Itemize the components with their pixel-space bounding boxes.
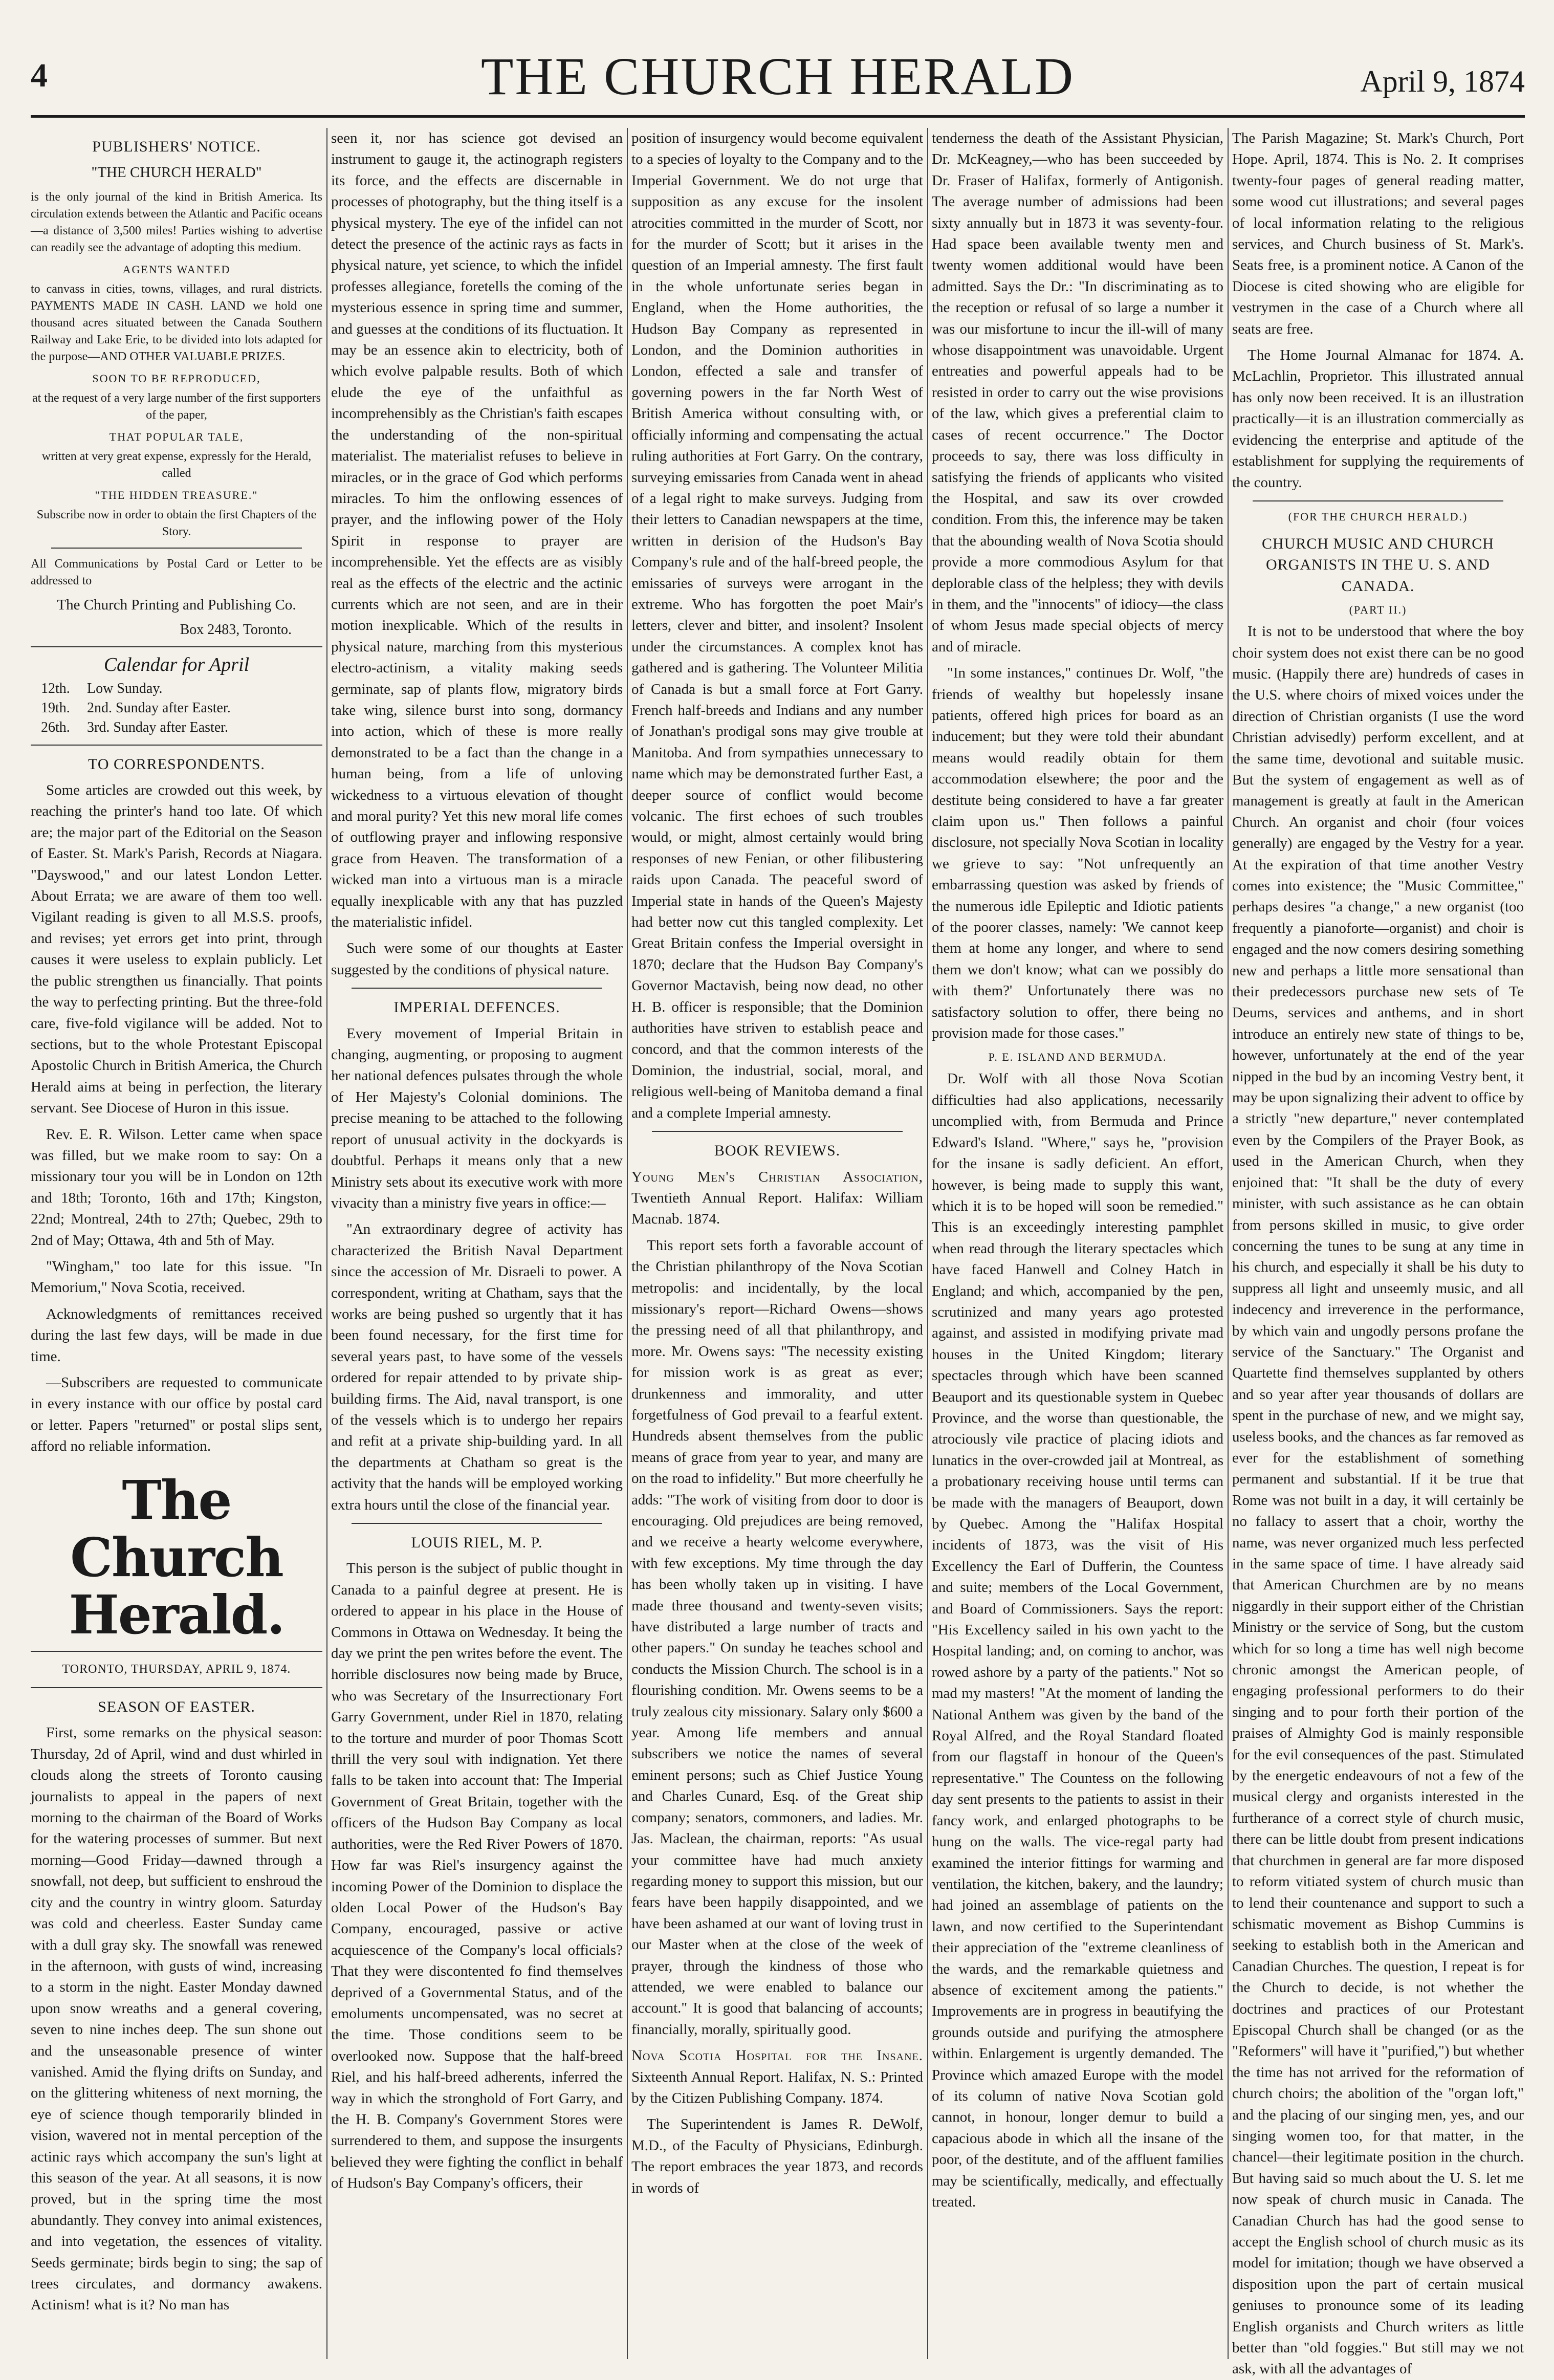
- masthead-rule: [31, 115, 1525, 118]
- masthead: [31, 20, 1525, 113]
- column-rule: [927, 128, 928, 2359]
- soon-reproduced: SOON TO BE REPRODUCED,: [92, 372, 261, 385]
- correspondents-paragraph: Some articles are crowded out this week, by reaching the printer's hand too late. Of which are; the major part of the Editorial on the Season of Easter. St. Mark's Parish, Records at Niagara. "Dayswood," and our latest London Letter. About Errata; we are aware of them too well. Vigilant reading is given to all M.S.S. proofs, and revises; yet errors get into print, through causes it were useless to explain publicly. Let the public strengthen us financially. That points the way to perfecting printing. But the three-fold care, five-fold vigilance will be added. Not to sections, but to the whole Protestant Episcopal Apostolic Church in British America, the Church Herald aims at being in perfection, the literary servant. See Diocese of Huron in this issue.: [31, 782, 322, 1117]
- almanac-notice: The Home Journal Almanac for 1874. A. McLachlin, Proprietor. This illustrated annual has only now been received. It is an illustration practically—it is an illustration commercially as evidencing the enterprise and aptitude of the establishment for supplying the requirements of the country.: [1232, 347, 1524, 491]
- agents-wanted: AGENTS WANTED: [122, 263, 231, 276]
- correspondents-heading: TO CORRESPONDENTS.: [88, 755, 265, 773]
- for-the-herald: (FOR THE CHURCH HERALD.): [1288, 510, 1468, 523]
- defences-paragraph: Every movement of Imperial Britain in changing, augmenting, or proposing to augment her national defences pulsates through the whole of Her Majesty's Colonial dominions. The precise meaning to be attached to the following report of unusual activity in the dockyards is doubtful. Perhaps it means only that a new Ministry sets about its executive work with more vivacity than a ministry five years in office:—: [331, 1025, 623, 1211]
- popular-tale: THAT POPULAR TALE,: [109, 430, 244, 443]
- pei-paragraph: Dr. Wolf with all those Nova Scotian difficulties had also applications, necessarily uncomplied with, from Bermuda and Prince Edward's Island. "Where," says he, "provision for the insane is sadly deficient. An effort, however, is being made to supply this want, which it is to be hoped will soon be remedied." This is an exceedingly interesting pamphlet when read through the literary spectacles which have faced Hanwell and Colney Hatch in England; and which, accompanied by the pen, scrutinized and many years ago protested against, and assisted in modifying private mad houses in the United Kingdom; literary spectacles through which have been scanned Beauport and its questionable system in Quebec Province, and the worse than questionable, the atrociously vile practice of placing idiots and lunatics in the over-crowded jail at Montreal, as a probationary receiving house until terms can be made with the managers of Beauport, down by Quebec. Among the "Halifax Hospital incidents of 1873, was the visit of His Excellency the Earl of Dufferin, the Countess and suite; members of the Local Government, and Board of Commissioners. Says the report: "His Excellency sailed in his own yacht to the Hospital landing; and, on coming to anchor, was rowed ashore by a party of the patients." Not so mad my masters! "At the moment of landing the National Anthem was given by the band of the Royal Alfred, and the Royal Standard floated from our flagstaff in honour of the Queen's representative." The Countess on the following day sent presents to the patients to assist in their fancy work, and enlarged photographs to be hung on the walls. The vice-regal party had examined the interior fittings for warming and ventilation, the kitchen, bakery, and the laundry; had joined an assemblage of patients on the lawn, and now certified to the Superintendant their appreciation of the "extreme cleanliness of the wards, and the remarkable quietness and absence of excitement among the patients." Improvements are in progress in beautifying the grounds outside and purifying the atmosphere within. Enlargement is urgently demanded. The Province which amazed Europe with the model of its column of native Nova Scotian gold cannot, in honour, longer demur to build a capacious abode in which all the insane of the poor, of the destitute, and of the affluent families may be scientifically, medically, and effectually treated.: [932, 1071, 1223, 2210]
- calendar-row: [31, 698, 322, 718]
- easter-heading: SEASON OF EASTER.: [98, 1698, 255, 1716]
- page-number: 4: [31, 57, 48, 94]
- column-rule: [1228, 128, 1229, 2359]
- review-paragraph: This report sets forth a favorable account of the Christian philanthropy of the Nova Scotian metropolis: and incidentally, by the local missionary's report—Richard Owens—shows the pressing need of all that philanthropy, and more. Mr. Owens says: "The necessity existing for mission work is as great as ever; drunkenness and immorality, and utter forgetfulness of God prevail to a fearful extent. Hundreds absent themselves from the public means of grace from year to year, and many are on the road to infidelity." But more cheerfully he adds: "The work of visiting from door to door is encouraging. Old prejudices are being removed, and we receive a hearty welcome everywhere, with few exceptions. My time through the day has been wholly taken up in visiting. I have made three thousand and twenty-seven visits; have distributed a large number of tracts and other papers." On sunday he teaches school and conducts the Mission Church. The school is in a flourishing condition. Mr. Owens seems to be a truly zealous city missionary. Salary only $600 a year. Among life members and annual subscribers we notice the names of several eminent persons; such as Chief Justice Young and Charles Cunard, Esq. of the Great ship company; senators, commoners, and ladies. Mr. Jas. Maclean, the chairman, reports: "As usual your committee have had much anxiety regarding money to support this mission, but our fears have been happily disappointed, and we have been ashamed at our want of loving trust in our Master when at the close of the week of prayer, through the kindness of those who attended, we were enabled to balance our account." It is good that balancing of accounts; financially, morally, spiritually good.: [631, 1237, 923, 2038]
- review-title-name: Young Men's Christian Association,: [631, 1168, 923, 1185]
- imperial-defences-heading: IMPERIAL DEFENCES.: [393, 999, 560, 1016]
- columns: [31, 128, 1525, 2377]
- issue-date: April 9, 1874: [1360, 64, 1525, 98]
- column-4: [932, 128, 1223, 2359]
- divider: [652, 1131, 903, 1132]
- correspondents-paragraph: Acknowledgments of remittances received during the last few days, will be made in due time.: [31, 1305, 322, 1365]
- calendar-date: 19th.: [41, 700, 70, 716]
- calendar-row: [31, 679, 322, 698]
- calendar-event: Low Sunday.: [87, 680, 163, 696]
- column-3: [631, 128, 923, 2359]
- correspondents-paragraph: "Wingham," too late for this issue. "In Memorium," Nova Scotia, received.: [31, 1258, 322, 1296]
- column-rule: [627, 128, 628, 2359]
- part-number: (PART II.): [1349, 603, 1407, 617]
- column-rule: [326, 128, 327, 2359]
- parish-magazine-notice: The Parish Magazine; St. Mark's Church, Port Hope. April, 1874. This is No. 2. It comprises twenty-four pages of general reading matter, some wood cut illustrations; and several pages of local information relating to the religious services, and Church business of St. Mark's. Seats free, is a prominent notice. A Canon of the Diocese is cited showing who are eligible for vestrymen in the case of a Church where all seats are free.: [1232, 130, 1524, 337]
- review-title: [631, 1167, 923, 1230]
- easter-continued: seen it, nor has science got devised an instrument to gauge it, the actinograph registers its force, and the effects are discernable in processes of photography, but the thing itself is a physical mystery. The eye of the infidel can not detect the presence of the actinic rays as facts in physical nature, yet science, to which the infidel professes allegiance, foretells the coming of the mysterious essence in spring time and summer, and guesses at the conditions of its fluctuation. It may be an essence akin to electricity, both of which evolve palpable results. Both of which elude the eye of the unfaithful as incomprehensibly as the Christian's faith escapes the understanding of the non-spiritual materialist. The materialist refuses to believe in miracles, or in the grace of God which performs miracles. To him the onflowing essences of prayer, and the inflowing power of the Holy Spirit in response to prayer are incomprehensible. Yet the effects are as visibly real as the effects of the electric and the actinic currents which are not seen, and are in their motion inexplicable. Which of the results in physical nature, marching from this mysterious electro-actinism, a vitality making seeds germinate, sap of plants flow, migratory birds take wing, silence burst into song, dormancy into action, which of these is more really demonstrated to be a fact than the change in a human being, from a life of unloving wickedness to a virtuous elevation of thought and moral purity? Yet this new moral life comes of outflowing prayer and inflowing responsive grace from Heaven. The transformation of a wicked man into a virtuous man is a miracle equally inexplicable with any that has puzzled the materialistic infidel.: [331, 130, 623, 931]
- calendar-date: 12th.: [41, 680, 70, 696]
- column-2: [331, 128, 623, 2359]
- correspondents-paragraph: —Subscribers are requested to communicate in every instance with our office by postal card or letter. Papers "returned" or postal slips sent, afford no reliable information.: [31, 1374, 322, 1455]
- agents-text: to canvass in cities, towns, villages, and rural districts. PAYMENTS MADE IN CASH. LAND we hold one thousand acres situated between the Canada Southern Railway and Lake Erie, to be divided into lots adapted for the purpose—AND OTHER VALUABLE PRIZES.: [31, 282, 322, 363]
- church-music-heading: CHURCH MUSIC AND CHURCH ORGANISTS IN THE U. S. AND CANADA.: [1262, 535, 1494, 595]
- divider: [51, 548, 302, 549]
- music-paragraph: It is not to be understood that where the boy choir system does not exist there can be no good music. (Happily there are) hundreds of cases in the U.S. where choirs of mixed voices under the direction of Christian organists (I use the word Christian advisedly) perform excellent, and at the same time, devotional and suitable music. But the system of engagement as well as of management is greatly at fault in the American Church. An organist and choir (four voices generally) are engaged by the Vestry for a year. At the expiration of that time another Vestry comes into existence; the "Music Committee," perhaps desires "a change," a new organist (too frequently a pianoforte—organist) and choir is engaged and the now comers desiring something new and perhaps a little more sensational than their predecessors purchase new sets of Te Deums, services and anthems, and in short introduce an entirely new state of things to be, however, unfortunately at the end of the year nipped in the bud by an incoming Vestry bent, it may be upon signalizing their advent to office by a strictly "new departure," never contemplated even by the Compilers of the Prayer Book, as used in the American Church, when they enjoined that: "It shall be the duty of every minister, with such assistance as he can obtain from persons skilled in music, to give order concerning the tunes to be sung at any time in his church, and especially it shall be his duty to suppress all light and unseemly music, and all indecency and irreverence in the performance, by which vain and ungodly persons profane the service of the Sanctuary." The Organist and Quartette find themselves supplanted by others and so year after year thousands of dollars are spent in the purchase of new, and we might say, useless books, and the chances as far removed as ever for the establishment of something permanent and substantial. If it be true that Rome was not built in a day, it will certainly be no fallacy to assert that a choir, worthy the name, was never organized much less perfected in the same space of time. I have already said that American Churchmen are by no means niggardly in their support either of the Christian Ministry or the service of Song, but the custom which for so long a time has well nigh become chronic amongst the American people, of engaging professional performers to do their singing and to pour forth their portion of the praises of Almighty God is mainly responsible for the evil consequences of the past. Stimulated by the energetic endeavours of not a few of the musical clergy and organists interested in the furtherance of a correct style of church music, there can be little doubt from present indications that churchmen in general are far more disposed to reform vitiated system of church music than to lend their countenance and support to such a schismatic movement as Bishop Cummins is seeking to establish both in the American and Canadian Churches. The question, I repeat is for the Church to decide, is not whether the doctrines and practices of our Protestant Episcopal Church shall be changed (or as the "Reformers" will have it "purified,") but whether the time has not arrived for the reformation of church choirs; the abolition of the "organ loft," and the placing of our singing men, yes, and our singing women too, for that matter, in the chancel—their legitimate position in the church. But having said so much about the U. S. let me now speak of church music in Canada. The Canadian Church has had the good sense to accept the English school of church music as its model for imitation; though we have observed a disposition upon the part of certain musical geniuses to pronounce some of its leading English organists and Church writers as little better than "old foggies." But still may we not ask, with all the advantages of: [1232, 623, 1524, 2377]
- riel-paragraph: This person is the subject of public thought in Canada to a painful degree at present. He is ordered to appear in his place in the House of Commons in Ottawa on Wednesday. It being the day we print the pen writes before the event. The horrible disclosures now being made by Bruce, who was Secretary of the Insurrectionary Fort Garry Government, under Riel in 1870, relating to the torture and murder of poor Thomas Scott thrill the very soul with indignation. Yet there falls to be taken into account that: The Imperial Government of Great Britain, together with the officers of the Hudson Bay Company as local authorities, were the Red River Powers of 1870. How far was Riel's insurgency against the incoming Power of the Dominion to displace the olden Local Power of the Hudson's Bay Company, encouraged, passive or active acquiescence of the Company's local officials? That they were discontented fo find themselves deprived of a Governmental Status, and of the emoluments uncompensated, was no secret at the time. Those conditions seem to be overlooked now. Suppose that the half-breed Riel, and his half-breed adherents, inferred the way in which the stronghold of Fort Garry, and the H. B. Company's Government Stores were surrendered to them, and suppose the insurgents believed they were fighting the conflict in behalf of Hudson's Bay Company's officers, their: [331, 1560, 623, 2192]
- divider: [31, 1687, 322, 1688]
- hospital-continued: tenderness the death of the Assistant Physician, Dr. McKeagney,—who has been succeeded by Dr. Fraser of Halifax, formerly of Antigonish. The average number of admissions had been sixty annually but in 1873 it was seventy-four. Had space been available twenty men and twenty women additional would have been admitted. Says the Dr.: "In discriminating as to the reception or refusal of so large a number it was our misfortune to incur the ill-will of many whose disappointment was unavoidable. Urgent entreaties and powerful appeals had to be resisted in order to carry out the wise provisions of the law, which gives a preferential claim to cases of recent occurrence." The Doctor proceeds to say, there was loss difficulty in satisfying the friends of applicants who visited the Hospital, and saw its over crowded condition. From this, the inference may be taken that the abounding wealth of Nova Scotia should provide a more commodious Asylum for that deplorable class of the helpless; they with devils in them, and the "innocents" of idiocy—the class of whom Jesus made special objects of mercy and of miracle.: [932, 130, 1223, 655]
- communications-note: All Communications by Postal Card or Letter to be addressed to: [31, 557, 322, 587]
- calendar-title: Calendar for April: [103, 654, 250, 676]
- correspondents-paragraph: Rev. E. R. Wilson. Letter came when space was filled, but we make room to say: On a missionary tour you will be in London on 12th and 18th; Toronto, 16th and 17th; Kingston, 22nd; Montreal, 24th to 27th; Quebec, 29th to 2nd of May; Ottawa, 4th and 5th of May.: [31, 1126, 322, 1249]
- newspaper-title: THE CHURCH HERALD: [480, 47, 1075, 106]
- subscribe-note: Subscribe now in order to obtain the first Chapters of the Story.: [36, 508, 317, 538]
- riel-continued: position of insurgency would become equivalent to a species of loyalty to the Company and to the Imperial Government. We do not urge that supposition as any excuse for the insolent atrocities committed in the murder of Scott, nor for the murder of Scott; but it arises in the question of an Imperial amnesty. The first fault in the whole unfortunate series began in England, when the Home authorities, the Hudson Bay Company as represented in London, and the Dominion authorities in London, effected a sale and transfer of governing powers in the far North West of British America without consulting with, or officially informing and compensating the actual ruling authorities at Fort Garry. On the contrary, surveying emissaries from Canada went in ahead of a legal right to make surveys. Judging from their letters to Canadian newspapers at the time, written in derision of the Hudson's Bay Company's rule and of the half-breed people, the emissaries of surveys were arrogant in the extreme. Who has forgotten the poet Mair's letters, clever and bitter, and insolent? Insolent under the circumstances. A complex knot has gathered and is gathering. The Volunteer Militia of Canada is but a small force at Fort Garry. French half-breeds and Indians and any number of Jonathan's prodigal sons may give trouble at Manitoba. And from sympathies unnecessary to name which may be demonstrated further East, a deeper source of conflict would become volcanic. The first echoes of such troubles would, or might, almost certainly would bring responses of new Fenian, or other filibustering raids upon Canada. The peaceful sword of Imperial state in hands of the Queen's Majesty had better now cut this tangled complexity. Let Great Britain confess the Imperial oversight in 1870; declare that the Hudson Bay Company's Governor Mactavish, being now dead, no other H. B. officer is responsible; that the Dominion authorities have striven to establish peace and concord, and that the common interests of the Dominion, the industrial, social, moral, and religious well-being of Manitoba demand a final and a complete Imperial amnesty.: [631, 130, 923, 1121]
- divider: [31, 1651, 322, 1652]
- review-title-detail: Sixteenth Annual Report. Halifax, N. S.: Printed by the Citizen Publishing Company. 1874.: [631, 2068, 923, 2106]
- notice-text: is the only journal of the kind in British America. Its circulation extends between the Atlantic and Pacific oceans—a distance of 3,500 miles! Parties wishing to advertise can readily see the advantage of adopting this medium.: [31, 190, 322, 254]
- calendar-date: 26th.: [41, 719, 70, 735]
- publishers-notice-heading: PUBLISHERS' NOTICE.: [92, 138, 261, 155]
- calendar-row: [31, 718, 322, 737]
- column-1: [31, 128, 322, 2359]
- divider: [31, 745, 322, 746]
- louis-riel-heading: LOUIS RIEL, M. P.: [411, 1534, 543, 1551]
- soon-text-2: written at very great expense, expressly for the Herald, called: [41, 449, 312, 480]
- review-paragraph: The Superintendent is James R. DeWolf, M.D., of the Faculty of Physicians, Edinburgh. The report embraces the year 1873, and records in words of: [631, 2116, 923, 2196]
- notice-paper-name: "THE CHURCH HERALD": [91, 164, 262, 181]
- divider: [31, 646, 322, 647]
- column-5: [1232, 128, 1524, 2377]
- hospital-paragraph: "In some instances," continues Dr. Wolf, "the friends of wealthy but hopelessly insane patients, offered high prices for board as an inducement; but they were told their abundant means would readily obtain for them accommodation elsewhere; the poor and the destitute being considered to have a far greater claim upon us." Then follows a painful disclosure, not specially Nova Scotian in locality we grieve to say: "Not unfrequently an embarrassing question was asked by friends of the numerous idle Epileptic and Idiotic patients of the poorer classes, namely: 'We cannot keep them at home any longer, and where to send them we don't know; what can we possibly do with them?' Unfortunately there was no satisfactory solution to offer, there being no provision made for those cases.": [932, 665, 1223, 1042]
- review-title: [631, 2045, 923, 2109]
- calendar-event: 3rd. Sunday after Easter.: [87, 719, 229, 735]
- publisher-box: Box 2483, Toronto.: [180, 622, 292, 638]
- calendar-event: 2nd. Sunday after Easter.: [87, 700, 231, 716]
- divider: [1253, 500, 1503, 501]
- easter-closing: Such were some of our thoughts at Easter suggested by the conditions of physical nature.: [331, 940, 623, 978]
- dateline: TORONTO, THURSDAY, APRIL 9, 1874.: [62, 1662, 291, 1676]
- review-title-name: Nova Scotia Hospital for the Insane.: [631, 2047, 923, 2064]
- easter-paragraph: First, some remarks on the physical season: Thursday, 2d of April, wind and dust whirled in clouds along the streets of Toronto causing journalists to appeal in the papers of next morning to the chairman of the Board of Works for the watering processes of summer. But next morning—Good Friday—dawned through a snowfall, not deep, but sufficient to enshroud the city and the country in wintry gloom. Saturday was cold and cheerless. Easter Sunday came with a dull gray sky. The snowfall was renewed in the afternoon, with gusts of wind, increasing to a storm in the night. Easter Monday dawned upon snow wreaths and a general covering, seven to nine inches deep. The sun shone out and the unseasonable presence of winter vanished. Amid the flying drifts on Sunday, and on the glittering whiteness of next morning, the eye of science though temporarily blinded in vision, wavered not in mental perception of the actinic rays which accompany the sun's light at this season of the year. At all seasons, it is now proved, but in the spring time the most abundantly. They convey into animal existences, and into vegetation, the essences of vitality. Seeds germinate; birds begin to sing; the sap of trees circulates, and dormancy awakens. Actinism! what is it? No man has: [31, 1724, 322, 2313]
- review-title-detail: Twentieth Annual Report. Halifax: William Macnab. 1874.: [631, 1189, 923, 1228]
- pe-island-heading: P. E. ISLAND AND BERMUDA.: [988, 1051, 1167, 1064]
- defences-quote: "An extraordinary degree of activity has characterized the British Naval Department since the accession of Mr. Disraeli to power. A correspondent, writing at Chatham, says that the works are being pushed so urgently that it has been found necessary, for the first time for several years past, to have some of the vessels ordered for repair attended to by private ship-building firms. The Aid, naval transport, is one of the vessels which is to undergo her repairs and refit at a private ship-building yard. In all the departments at Chatham so great is the activity that the hands will be employed working extra hours until the close of the financial year.: [331, 1221, 623, 1513]
- divider: [352, 988, 602, 989]
- book-reviews-heading: BOOK REVIEWS.: [714, 1142, 841, 1160]
- publisher-name: The Church Printing and Publishing Co.: [57, 596, 296, 613]
- divider: [352, 1523, 602, 1524]
- hidden-treasure: "THE HIDDEN TREASURE.": [95, 488, 258, 501]
- soon-text-1: at the request of a very large number of the first supporters of the paper,: [32, 391, 321, 422]
- church-herald-logo: The Church Herald.: [69, 1468, 284, 1646]
